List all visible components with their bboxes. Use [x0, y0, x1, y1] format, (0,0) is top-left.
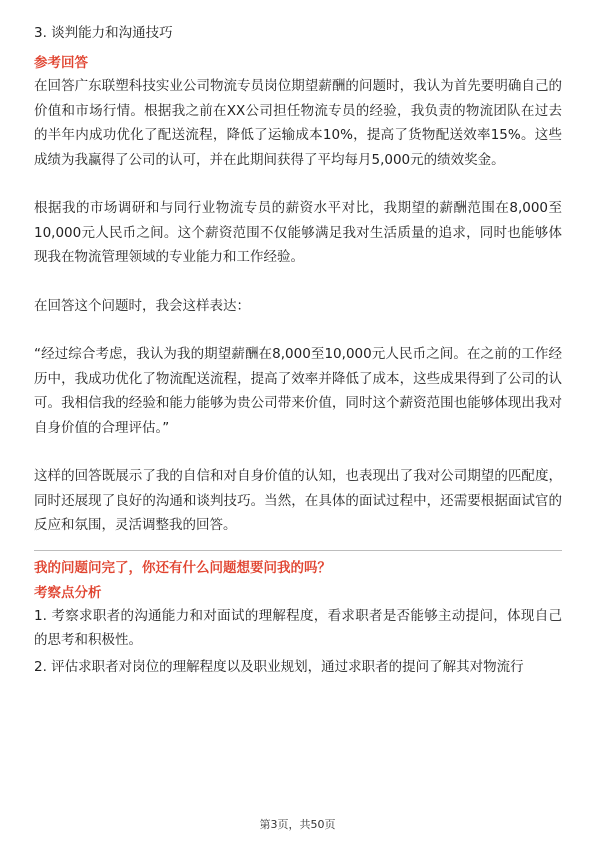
paragraph-spacer	[34, 440, 562, 464]
paragraph-spacer	[34, 270, 562, 294]
answer-paragraph-2: 根据我的市场调研和与同行业物流专员的薪资水平对比，我期望的薪酬范围在8,000至10,000元人民币之间。这个薪资范围不仅能够满足我对生活质量的追求，同时也能够体现我在物流管理领域的专业能力和工作经验。	[34, 200, 562, 265]
section-title: 3. 谈判能力和沟通技巧	[34, 25, 173, 41]
reference-answer-label: 参考回答	[34, 55, 88, 71]
answer-paragraph-3: 在回答这个问题时，我会这样表达：	[34, 297, 250, 314]
answer-paragraph-1: 在回答广东联塑科技实业公司物流专员岗位期望薪酬的问题时，我认为首先要明确自己的价值和市场行情。根据我之前在XX公司担任物流专员的经验，我负责的物流团队在过去的半年内成功优化了配送流程，降低了运输成本10%，提高了货物配送效率15%。这些成绩为我赢得了公司的认可，并在此期间获得了平均每月5,000元的绩效奖金。	[34, 78, 562, 168]
page-footer: 第3页，共50页	[259, 818, 336, 831]
document-page	[34, 22, 562, 681]
paragraph-spacer	[34, 172, 562, 196]
analysis-item-2: 2. 评估求职者对岗位的理解程度以及职业规划，通过求职者的提问了解其对物流行	[34, 658, 524, 675]
section-divider	[34, 550, 562, 551]
paragraph-spacer	[34, 318, 562, 342]
analysis-item-1: 1. 考察求职者的沟通能力和对面试的理解程度，看求职者是否能够主动提问，体现自己的思考和积极性。	[34, 607, 562, 648]
answer-quote-paragraph: “经过综合考虑，我认为我的期望薪酬在8,000至10,000元人民币之间。在之前的工作经历中，我成功优化了物流配送流程，提高了效率并降低了成本，这些成果得到了公司的认可。我相信我的经验和能力能够为贵公司带来价值，同时这个薪资范围也能够体现出我对自身价值的合理评估。”	[34, 346, 562, 436]
next-question-title: 我的问题问完了，你还有什么问题想要问我的吗？	[34, 559, 331, 576]
answer-paragraph-5: 这样的回答既展示了我的自信和对自身价值的认知，也表现出了我对公司期望的匹配度，同时还展现了良好的沟通和谈判技巧。当然，在具体的面试过程中，还需要根据面试官的反应和氛围，灵活调整我的回答。	[34, 468, 562, 533]
analysis-label: 考察点分析	[34, 584, 102, 601]
